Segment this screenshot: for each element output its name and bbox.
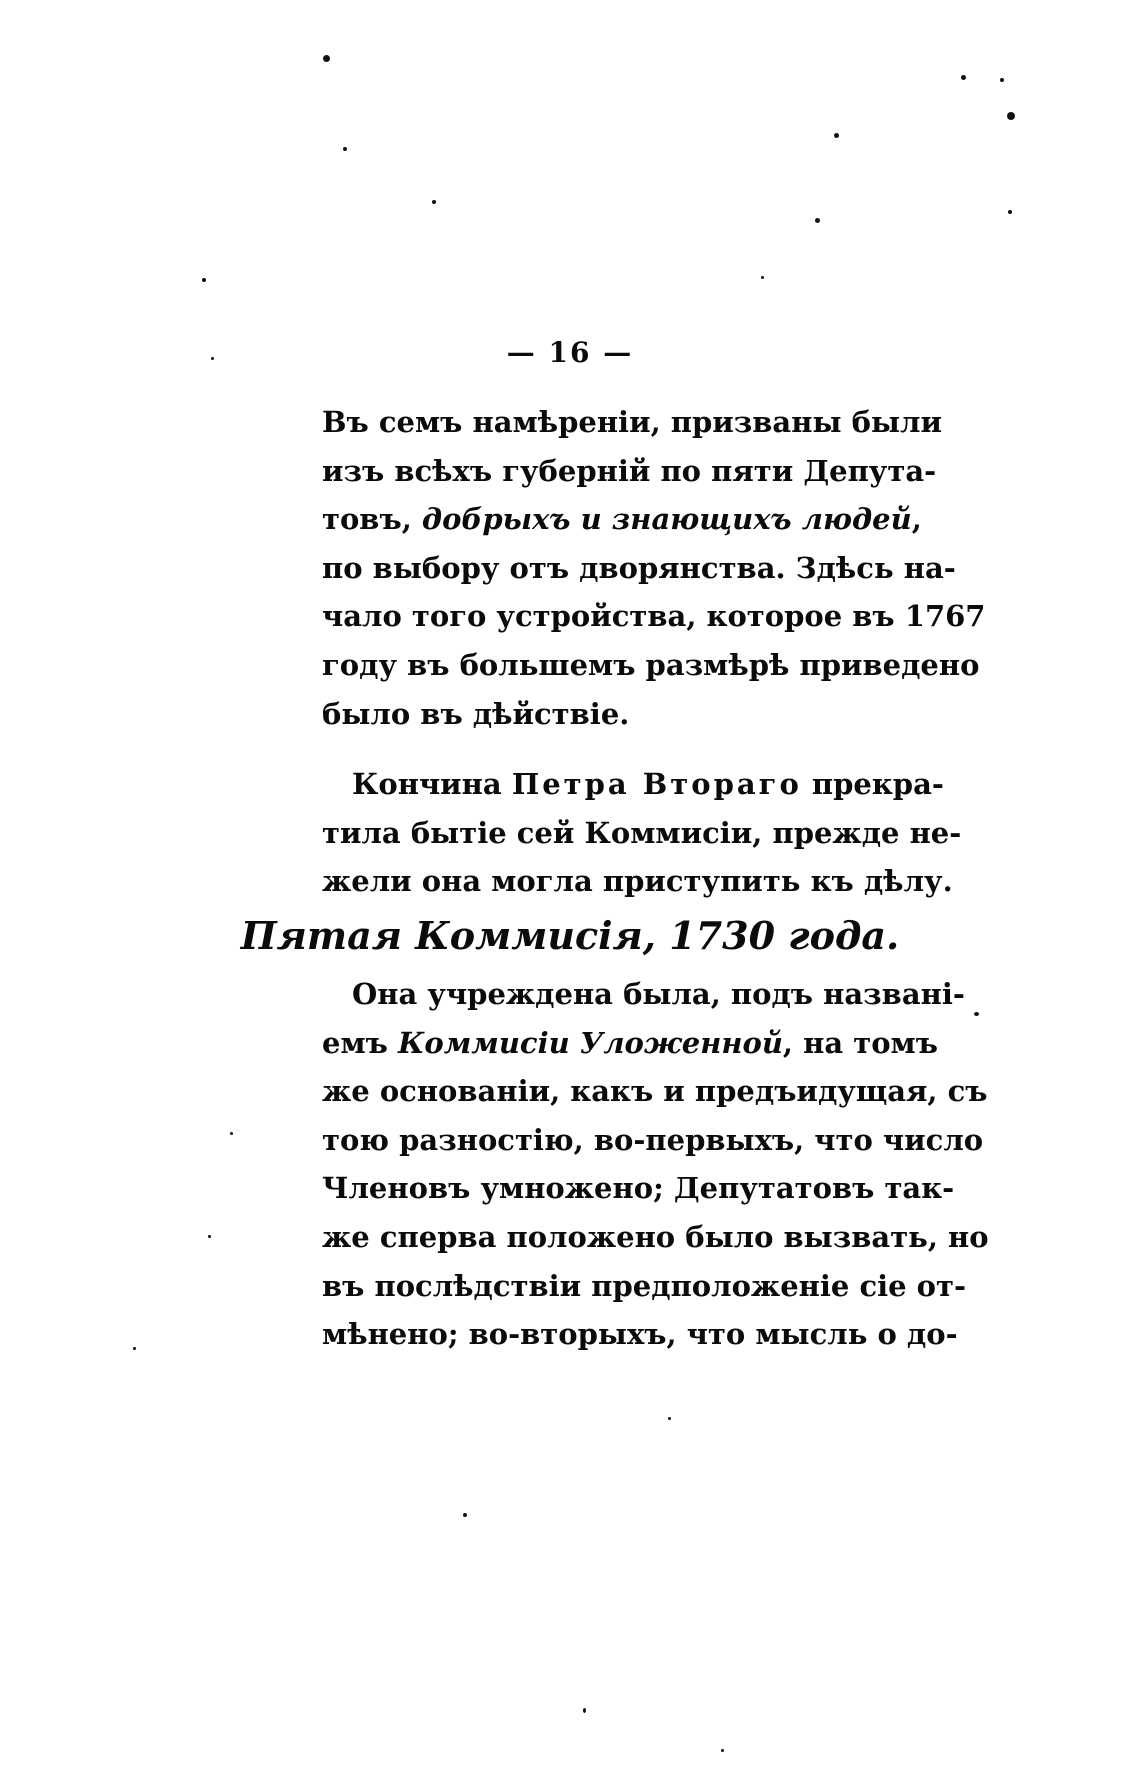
text-line: чало того устройства, которое въ 1767 — [322, 599, 986, 634]
text-fragment: прекра- — [801, 767, 944, 801]
text-line: тою разностію, во-первыхъ, что число — [322, 1122, 984, 1157]
page-number: — 16 — — [506, 336, 634, 369]
italic-phrase: Коммисіи Уложенной — [397, 1025, 783, 1060]
text-fragment: , — [911, 502, 922, 537]
text-line: было въ дѣйствіе. — [322, 696, 630, 731]
text-fragment: Кончина — [352, 767, 512, 801]
spaced-name: Петра Втораго — [511, 767, 802, 801]
paragraph-2 — [322, 760, 962, 906]
text-line: же сперва положено было вызвать, но — [322, 1219, 989, 1254]
paragraph-1 — [322, 398, 986, 738]
text-line: въ послѣдствіи предположеніе сіе от- — [322, 1268, 967, 1303]
text-fragment: емъ — [322, 1025, 398, 1060]
text-line-with-italic — [322, 1019, 938, 1068]
section-heading: Пятая Коммисія, 1730 года. — [240, 913, 900, 958]
text-line-with-italic — [322, 495, 922, 544]
text-line: Въ семъ намѣреніи, призваны были — [322, 405, 942, 439]
text-line: изъ всѣхъ губерній по пяти Депута- — [322, 453, 937, 488]
text-line: по выбору отъ дворянства. Здѣсь на- — [322, 550, 956, 585]
text-line: мѣнено; во-вторыхъ, что мысль о до- — [322, 1317, 958, 1352]
text-line: году въ большемъ размѣрѣ приведено — [322, 647, 980, 682]
text-line: Членовъ умножено; Депутатовъ так- — [322, 1171, 955, 1206]
text-line-first — [322, 760, 944, 809]
italic-phrase: добрыхъ и знающихъ людей — [421, 502, 912, 537]
text-line: тила бытіе сей Коммисіи, прежде не- — [322, 815, 962, 850]
paragraph-3 — [322, 970, 989, 1359]
text-fragment: , на томъ — [782, 1025, 938, 1060]
text-line: же основаніи, какъ и предъидущая, съ — [322, 1074, 988, 1109]
text-line: жели она могла приступить къ дѣлу. — [322, 864, 953, 899]
text-line-first: Она учреждена была, подъ названі- — [352, 977, 965, 1011]
text-fragment: товъ, — [322, 502, 422, 537]
